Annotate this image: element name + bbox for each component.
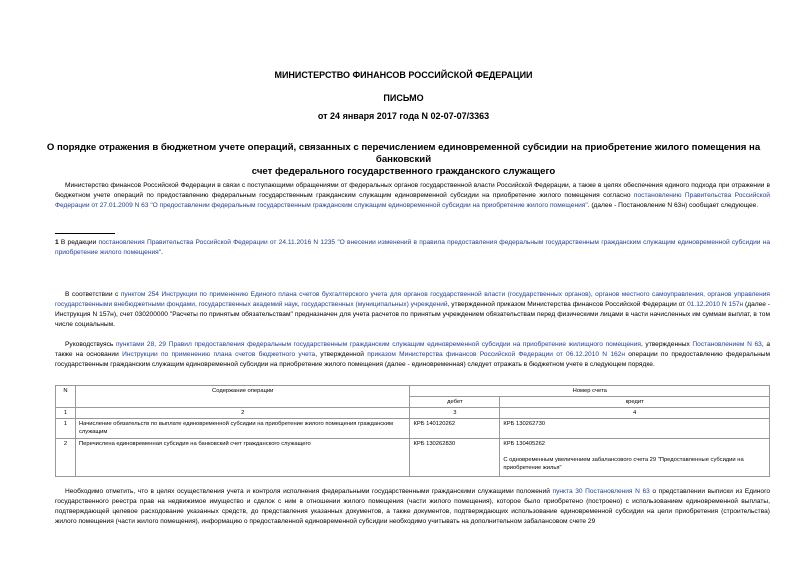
- footnote-divider: [55, 233, 115, 234]
- row-credit-account: КРБ 130405262: [503, 441, 546, 447]
- row-debit: КРБ 130262830: [410, 439, 500, 477]
- header-account: Номер счета: [410, 386, 770, 397]
- paragraph-instruction-157n: [55, 290, 770, 330]
- document-date-number: от 24 января 2017 года N 02-07-07/3363: [317, 111, 490, 121]
- row-n: 1: [56, 419, 76, 439]
- link-decree-1235[interactable]: постановления Правительства Российской Федерации от 24.11.2016 N 1235 "О внесении изменений в правила предоставления федеральным государственным гражданским служащим единовременной субсидии на приобретение жилого помещения": [55, 239, 770, 256]
- paragraph-instruction-text-3: (далее - Инструкция N 157н), счет 030200000 "Расчеты по принятым обязательствам" предназначен для учета расчетов по принятым учреждением обязательствам перед физическими лицами в части начисленных им суммам выплат, в том числе социальным.: [55, 301, 770, 328]
- paragraph-control: [55, 487, 770, 527]
- header-credit: кредит: [500, 397, 770, 408]
- table-header-row: [56, 386, 770, 397]
- row-debit: КРБ 140120262: [410, 419, 500, 439]
- operations-table: [55, 385, 770, 477]
- paragraph-intro: [55, 181, 770, 211]
- column-number: 1: [56, 408, 76, 419]
- link-instruction-254[interactable]: пунктом 254 Инструкции по применению Единого плана счетов бухгалтерского учета для органов государственной власти (государственных органов), органов местного самоуправления, органов управления государственными внебюджетными фондами, государственных академий наук, государственных (муниципальных) учреждений: [55, 291, 770, 308]
- row-n: 2: [56, 439, 76, 477]
- header-n: N: [56, 386, 76, 408]
- paragraph-control-text-2: о представлении выписки из Единого государственного реестра прав на недвижимое имущество и сделок с ним в отношении жилого помещения (части жилого помещения), которое было приобретено (построено) с использованием единовременной выплаты, подтверждающей целевое расходование указанных средств, до представления указанных документов, а также документов, подтверждающих использование единовременной субсидии на цели приобретения (строительства) жилого помещения (части жилого помещения), информацию о предоставленной единовременной субсидии необходимо учитывать на дополнительном забалансовом счете 29: [55, 488, 771, 525]
- paragraph-rules: [55, 340, 770, 370]
- paragraph-instruction-text-2: , утвержденной приказом Министерства финансов Российской Федерации от: [447, 301, 688, 308]
- table-row: [56, 419, 770, 439]
- footnote-mark: 1: [55, 239, 59, 246]
- link-budget-instruction[interactable]: Инструкции по применению плана счетов бюджетного учета: [122, 351, 316, 358]
- paragraph-rules-text-2: , утвержденных: [640, 341, 693, 348]
- link-rules-28-29[interactable]: пунктами 28, 29 Правил предоставления федеральным государственным гражданским служащим единовременной субсидии на приобретение жилищного помещения: [115, 341, 641, 348]
- row-credit: КРБ 130262730: [500, 419, 770, 439]
- document-type: ПИСЬМО: [383, 93, 424, 103]
- row-content: Перечислена единовременная субсидия на банковский счет гражданского служащего: [75, 439, 409, 477]
- paragraph-rules-text-3: , а также на основании: [55, 341, 770, 358]
- paragraph-rules-text-1: Руководствуясь: [65, 341, 116, 348]
- header-debit: дебет: [410, 397, 500, 408]
- link-point-30[interactable]: пункта 30 Постановления N 63: [552, 488, 650, 495]
- paragraph-rules-text-4: , утвержденной: [315, 351, 368, 358]
- footnote-text-1: В редакции: [58, 239, 99, 246]
- document-title-line-1: О порядке отражения в бюджетном учете операций, связанных с перечислением единовременной субсидии на приобретение жилого помещения на банковский: [46, 142, 761, 165]
- column-number: 3: [410, 408, 500, 419]
- row-credit-note: С одновременным увеличением забалансового счета 29 "Предоставленные субсидии на приобретение жилья": [503, 457, 744, 471]
- link-decree-63-short[interactable]: Постановлением N 63: [692, 341, 762, 348]
- link-order-157n[interactable]: 01.12.2010 N 157н: [687, 301, 744, 308]
- paragraph-instruction-text-1: В соответствии с: [65, 291, 121, 298]
- link-order-162n[interactable]: приказом Министерства финансов Российской Федерации от 06.12.2010 N 162н: [367, 351, 625, 358]
- footnote: [55, 238, 770, 258]
- row-credit: [500, 439, 770, 477]
- document-title-line-2: счет федерального государственного гражданского служащего: [251, 166, 556, 177]
- paragraph-intro-text-1: Министерство финансов Российской Федерации в связи с поступающими обращениями от федеральных органов государственной власти Российской Федерации, а также в целях обеспечения единого подхода при отражении в бюджетном учете операций по предоставлению федеральным государственным гражданским служащим единовременной субсидии на приобретение жилого помещения согласно: [55, 182, 770, 199]
- ministry-heading: МИНИСТЕРСТВО ФИНАНСОВ РОССИЙСКОЙ ФЕДЕРАЦИИ: [274, 70, 533, 80]
- link-decree-63[interactable]: постановлению Правительства Российской Федерации от 27.01.2009 N 63 "О предоставлении федеральным государственным гражданским служащим единовременной субсидии на приобретение жилого помещения": [55, 192, 770, 209]
- paragraph-intro-text-2: . (далее - Постановление N 63н) сообщает следующее.: [587, 202, 759, 209]
- row-content: Начисление обязательств по выплате единовременной субсидии на приобретение жилого помещения гражданским служащим: [75, 419, 409, 439]
- table-row: [56, 439, 770, 477]
- column-number: 4: [500, 408, 770, 419]
- header-content: Содержание операции: [75, 386, 409, 408]
- paragraph-control-text-1: Необходимо отметить, что в целях осуществления учета и контроля исполнения федеральными государственными гражданскими служащими положений: [65, 488, 553, 495]
- document-title: [40, 142, 767, 178]
- table-column-numbers-row: [56, 408, 770, 419]
- footnote-text-2: .: [161, 249, 163, 256]
- paragraph-rules-text-5: операции по предоставлению федеральным государственным гражданским служащим единовременной субсидии на приобретение жилого помещения (далее - единовременная) следует отражать в бюджетном учете в следующем порядке.: [55, 351, 770, 368]
- column-number: 2: [75, 408, 409, 419]
